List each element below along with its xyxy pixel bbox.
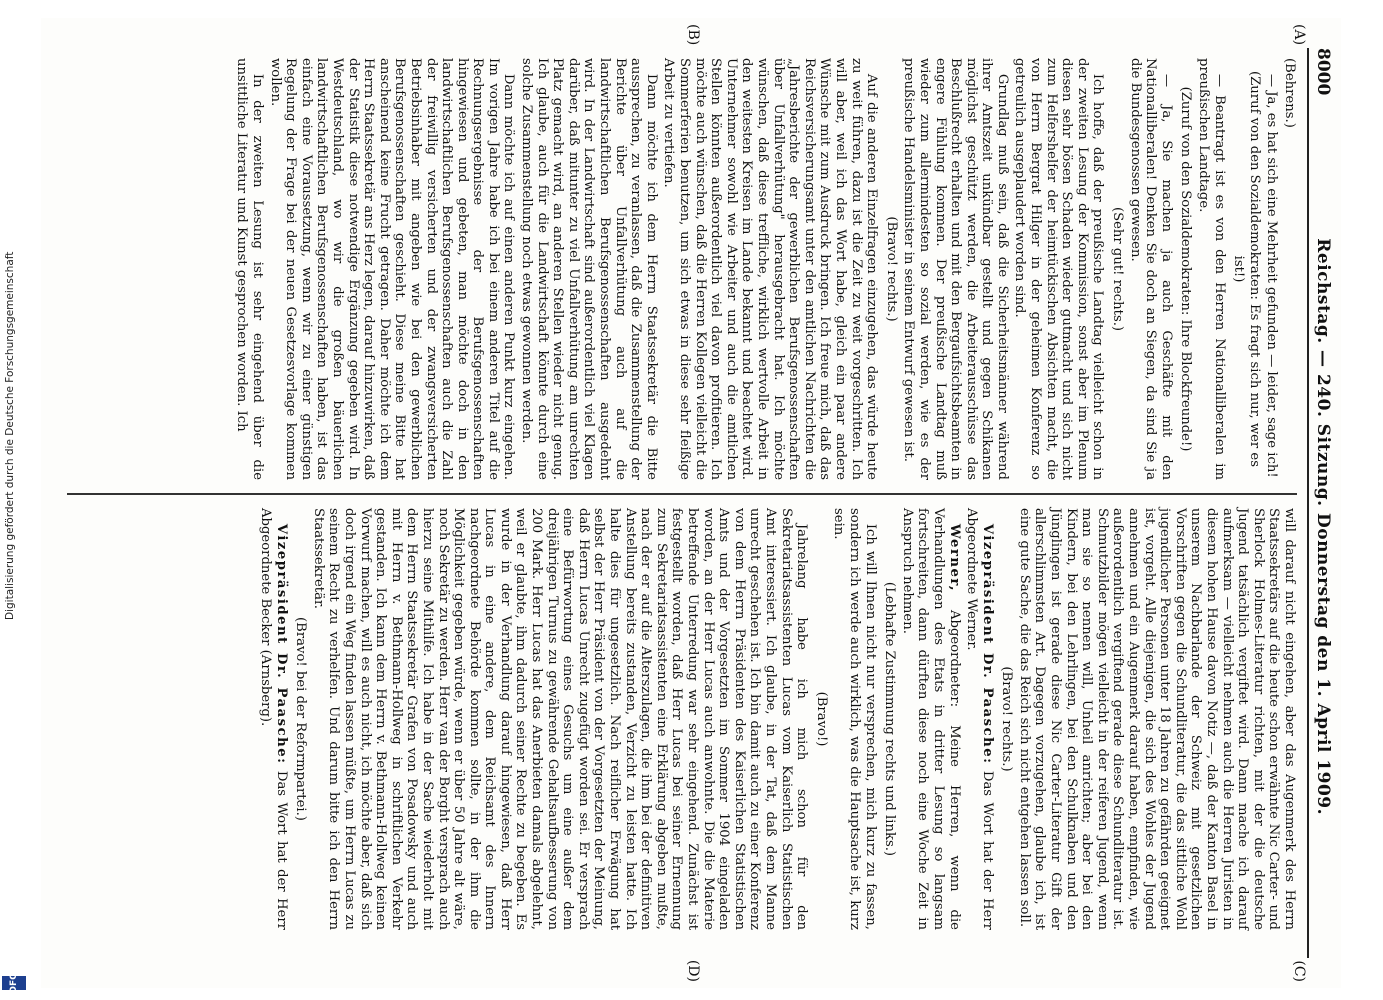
interjection: (Lebhafte Zustimmung rechts und links.) [882,581,898,857]
left-column [67,48,1297,490]
paragraph: Auf die anderen Einzelfragen einzugehen, das würde heute zu weit führen, dazu ist die Zeit zu weit vorgeschritten. Ich will aber, weil ich das Wort habe, gleich ein paar andere Wünsche mit zum Ausdruck bringen. Ich freue mich, daß das Reichsversicherungsamt unter den amtlichen Nachrichten die „Jahresberichte der gewerblichen Berufsgenossenschaften über Unfallverhütung" herausgebracht hat. Ich möchte wünschen, daß diese treffliche, wirklich wertvolle Arbeit in den weitesten Kreisen im Lande bekannt und beachtet wird. Unternehmer sowohl wie Arbeiter und auch die amtlichen Stellen könnten außerordentlich viel davon profitieren. Ich möchte auch wünschen, daß die Herren Kollegen vielleicht die Sommerferien benutzen, um sich etwas in diese sehr fleißige Arbeit zu vertiefen. [661,58,880,480]
paragraph: In der zweiten Lesung ist sehr eingehend über die unsittliche Literatur und Kunst gesprochen worden. Ich [234,58,265,480]
page-title: Reichstag. — 240. Sitzung. Donnerstag den 1. April 1909. [1313,238,1333,816]
paragraph: Ich will Ihnen nicht nur versprechen, mich kurz zu fassen, sondern ich werde auch wirklich, was die Hauptsache ist, kurz sein. [831,508,878,930]
interjection: (Bravo! rechts.) [883,216,899,322]
speaker-name: Vizepräsident Dr. Paasche: [979,523,995,765]
speaker-name: Werner, [946,523,962,592]
speaker-tag: (Behrens.) [1282,58,1297,128]
paragraph: Dann möchte ich auf einen anderen Punkt kurz eingehen. Im vorigen Jahre habe ich bei einem anderen Titel auf die Rechnungsergebnisse der Berufsgenossenschaften hingewiesen und gebeten, man möchte doch in den landwirtschaftlichen Berufsgenossenschaften auch die Zahl der freiwillig versicherten und der zwangsversicherten Betriebsinhaber mit angeben wie bei den gewerblichen Berufsgenossenschaften geschieht. Diese meine Bitte hat anscheinend keine Frucht getragen. Daher möchte ich dem Herrn Staatssekretär ans Herz legen, darauf hinzuwirken, daß der Statistik diese notwendige Ergänzung gegeben wird. In Westdeutschland, wo wir die großen bäuerlichen landwirtschaftlichen Berufsgenossenschaften haben, ist das einfach eine Voraussetzung, wenn wir zu einer günstigen Regelung der Frage bei der neuen Gesetzesvorlage kommen wollen. [267,58,517,480]
speaker-paragraph [899,508,961,930]
dfg-logo: DFG [2,976,26,990]
interjection: (Zuruf von den Sozialdemokraten: Es fragt sich nur, wer es ist!) [1231,71,1262,467]
speaker-paragraph [257,508,288,930]
margin-marker-b: (B) [685,24,701,46]
paragraph: — Ja, es hat sich eine Mehrheit gefunden — leider, sage ich! [1264,73,1280,478]
paragraph: will darauf nicht eingehen, aber das Augenmerk des Herrn Staatssekretärs auf die heute schon erwähnte Nic Carter- und Sherlock Holmes-Literatur richten, mit der die deutsche Jugend tatsächlich vergiftet wird. Dann mache ich darauf aufmerksam — vielleicht nehmen auch die Herren Juristen in diesem hohen Hause davon Notiz —, daß der Kanton Basel in unserem Nachbarlande der Schweiz mit gesetzlichen Vorschriften gegen die Schundliteratur, die das sittliche Wohl jugendlicher Personen unter 18 Jahren zu gefährden geeignet ist, vorgeht. Alle diejenigen, die sich des Wohles der Jugend annehmen und ein Augenmerk darauf haben, empfinden, wie außerordentlich vergiftend gerade diese Schundliteratur ist. Schmutzbilder mögen vielleicht in der reiferen Jugend, wenn man sie so nennen will, Unheil anrichten; aber bei den Kindern, bei den Lehrlingen, bei den Schulknaben und den Jünglingen ist gerade diese Nic Carter-Literatur Gift der allerschlimmsten Art. Dagegen vorzugehen, glaube ich, ist eine gute Sache, die das Reich sich nicht entgehen lassen soll. [1016,508,1297,930]
interjection: (Zuruf von den Sozialdemokraten: Ihre Blockfreunde!) [1178,86,1194,452]
digitization-credit: Digitalisierung gefördert durch die Deutsche Forschungsgemeinschaft [4,251,16,620]
margin-marker-c: (C) [1291,960,1307,982]
page-number: 8000 [1313,48,1333,96]
rotated-page [41,18,1341,988]
column-divider [67,493,1297,495]
paragraph: Jahrelang habe ich mich schon für den Sekretariatsassistenten Lucas vom Kaiserlich Statistischen Amt interessiert. Ich glaube, in der Tat, daß dem Manne unrecht geschehen ist. Ich bin damit auch zu einer Konferenz von dem Herrn Präsidenten des Kaiserlichen Statistischen Amts und der Vorgesetzten im Sommer 1904 eingeladen worden, an der Herr Lucas auch anwohnte. Die die Materie betreffende Unterredung war sehr eingehend. Zunächst ist festgestellt worden, daß Herr Lucas bei seiner Ernennung zum Sekretariatsassistenten eine Erklärung abgeben mußte, nach der er auf die Alterszulagen, die ihm bei der definitiven Anstellung bereits zustanden, Verzicht zu leisten hatte. Ich halte dies für ungesetzlich. Nach reiflicher Erwägung hat selbst der Herr Präsident von der Vorgesetzten der Meinung, daß Herrn Lucas Unrecht zugefügt worden sei. Er versprach eine Befürwortung eines Gesuchs um eine außer dem dreijährigen Turnus zu gewährende Gehaltsaufbesserung von 200 Mark. Herr Lucas hat das Anerbieten damals abgelehnt, weil er glaubte, ihm dadurch seiner Rechte zu begeben. Es wurde in der Verhandlung darauf hingewiesen, daß Herr Lucas in eine andere, dem Reichsamt des Innern nachgeordnete Behörde kommen sollte, in der ihm die Möglichkeit gegeben würde, wenn er über 50 Jahre alt wäre, noch Sekretär zu werden. Herr van der Borght versprach auch hierzu seine Mithilfe. Ich habe in der Sache wiederholt mit dem Herrn Staatssekretär Grafen von Posadowsky und auch mit Herrn v. Bethmann-Hollweg in schriftlichen Verkehr gestanden. Ich kann dem Herrn v. Bethmann-Hollweg keinen Vorwurf machen, will es auch nicht, ich möchte aber, daß sich doch irgend ein Weg finden lassen müßte, um Herrn Lucas zu seinem Recht zu verhelfen. Und darum bitte ich den Herrn Staatssekretär. [310,508,810,930]
interjection: (Bravo!) [813,691,829,747]
interjection: (Bravo! bei der Reformpartei.) [293,617,309,821]
page-header [1307,48,1333,958]
paragraph: Dann möchte ich dem Herrn Staatssekretär die Bitte aussprechen, zu veranlassen, daß die Zusammenstellung der Berichte über Unfallverhütung auch auf die landwirtschaftlichen Berufsgenossenschaften ausgedehnt wird. In der Landwirtschaft sind außerordentlich viel Klagen darüber, daß mitunter zu viel Unfallverhütung am unrechten Platz gemacht wird, an anderen Stellen wieder nicht genug. Ich glaube, auch für die Landwirtschaft könnte durch eine solche Zusammenstellung noch etwas gewonnen werden. [519,58,659,480]
right-column [67,498,1297,940]
speech-text: Abgeordneter: Meine Herren, wenn die Verhandlungen des Etats in dritter Lesung so langsam fortschreiten, dann dürften diese noch eine Woche Zeit in Anspruch nehmen. [899,508,962,930]
speech-text: Das Wort hat der Herr Abgeordnete Becker (Arnsberg). [258,508,289,930]
speech-text: Das Wort hat der Herr Abgeordnete Werner. [964,508,995,930]
interjection: (Bravo! rechts.) [999,666,1015,772]
margin-marker-d: (D) [685,959,701,982]
margin-marker-a: (A) [1291,24,1307,46]
speaker-name: Vizepräsident Dr. Paasche: [273,523,289,765]
speaker-paragraph [964,508,995,930]
paragraph: — Beantragt ist es von den Herren Nationalliberalen im preußischen Landtage. [1196,58,1227,480]
paragraph: — Ja, Sie machen ja auch Geschäfte mit den Nationalliberalen! Denken Sie doch an Siegen, da sind Sie ja die Bundesgenossen gewesen. [1127,58,1174,480]
interjection: (Sehr gut! rechts.) [1110,206,1126,332]
paragraph: Grundlag muß sein, daß die Sicherheitsmänner während ihrer Amtszeit unkündbar gestellt und gegen Schikanen möglichst geschützt werden, die Arbeiterausschüsse das Beschlußrecht erhalten und mit den Bergaufsichtsbeamten in engere Fühlung kommen. Der preußische Landtag muß wieder zum allermindesten so sozial werden, wie es der preußische Handelsminister in seinem Entwurf gewesen ist. [901,58,1010,480]
paragraph: Ich hoffe, daß der preußische Landtag vielleicht schon in der zweiten Lesung der Kommission, sonst aber im Plenum diesen sehr bösen Schaden wieder gutmacht und sich nicht zum Helfershelfer der heimtückischen Absichten macht, die von Herrn Bergrat Hilger in der geheimen Konferenz so getreulich ausgeplaudert worden sind. [1012,58,1106,480]
